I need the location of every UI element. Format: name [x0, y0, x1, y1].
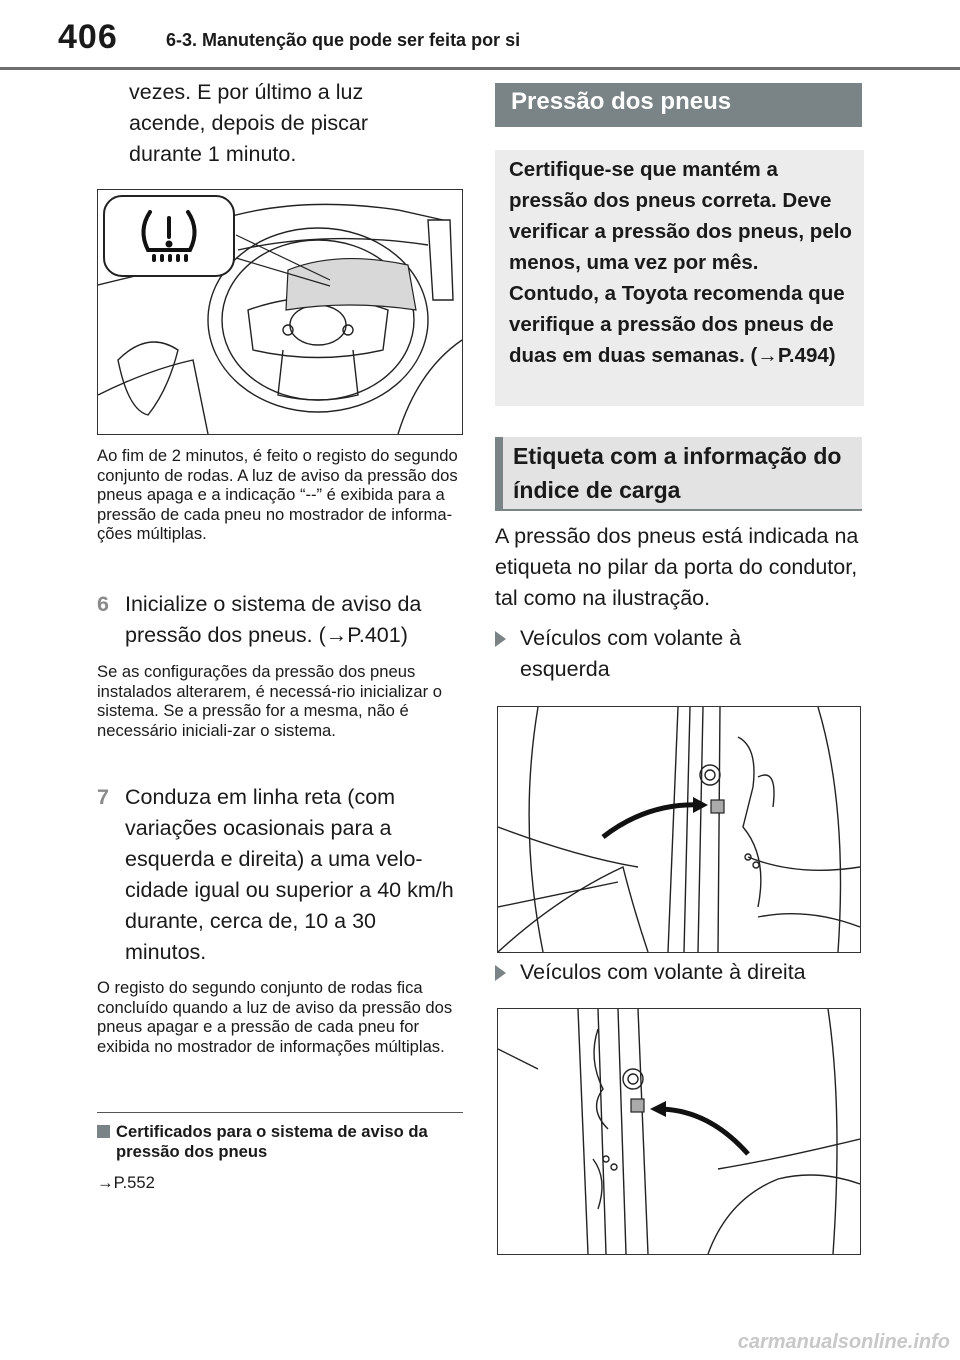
dashboard-illustration — [97, 189, 463, 435]
step-text: Inicialize o sistema de aviso da pressão dos pneus. (→P.401) — [125, 592, 422, 647]
step-number: 6 — [97, 592, 109, 616]
certificates-reference: →P.552 — [97, 1173, 155, 1192]
label-paragraph: A pressão dos pneus está indicada na etiqueta no pilar da porta do condutor, tal como na ilustração. — [495, 524, 859, 610]
rhd-door-pillar-illustration — [497, 1008, 861, 1255]
step-7 — [97, 782, 461, 968]
triangle-bullet-icon — [495, 631, 506, 647]
steering-wheel-warning-illustration — [98, 190, 462, 434]
step-text: Conduza em linha reta (com variações ocasionais para a esquerda e direita) a uma velo-cidade igual ou superior a 40 km/h durante, cerca de, 10 a 30 minutos. — [125, 785, 454, 964]
section-heading: Pressão dos pneus — [495, 83, 862, 127]
step-number: 7 — [97, 785, 109, 809]
label-heading: Etiqueta com a informação do índice de carga — [495, 437, 862, 511]
step-6 — [97, 589, 461, 651]
bullet-rhd: Veículos com volante à direita — [495, 957, 864, 988]
square-bullet-icon — [97, 1125, 110, 1138]
info-box — [495, 150, 864, 406]
divider — [97, 1112, 463, 1113]
section-title: 6-3. Manutenção que pode ser feita por si — [166, 30, 521, 50]
step-6-note: Se as configurações da pressão dos pneus instalados alterarem, é necessá-rio inicializar o sistema. Se a pressão for a mesma, não é necessário iniciali-zar o sistema. — [97, 662, 442, 740]
lhd-door-pillar-illustration — [497, 706, 861, 953]
bullet-lhd: Veículos com volante à esquerda — [495, 623, 864, 685]
label-marker — [711, 800, 724, 813]
triangle-bullet-icon — [495, 965, 506, 981]
step-7-note: O registo do segundo conjunto de rodas fica concluído quando a luz de aviso da pressão dos pneus apagar e a pressão de cada pneu for exibida no mostrador de informações múltiplas. — [97, 978, 453, 1056]
label-marker — [631, 1099, 644, 1112]
door-pillar-label-right-illustration — [498, 1009, 860, 1254]
info-box-text: Certifique-se que mantém a pressão dos pneus correta. Deve verificar a pressão dos pneus, pelo menos, uma vez por mês. Contudo, a Toyota recomenda que verifique a pressão dos pneus de duas em duas semanas. (→P.494) — [509, 158, 852, 367]
door-pillar-label-left-illustration — [498, 707, 860, 952]
figure-caption: Ao fim de 2 minutos, é feito o registo do segundo conjunto de rodas. A luz de aviso da pressão dos pneus apaga e a indicação “--” é exibida para a pressão de cada pneu no mostrador de informa-ções múltiplas. — [97, 446, 458, 543]
arrow-icon — [650, 1101, 666, 1117]
header-rule — [0, 67, 960, 70]
page-number: 406 — [58, 18, 118, 56]
certificates-heading: Certificados para o sistema de aviso da pressão dos pneus — [97, 1122, 461, 1161]
intro-text: vezes. E por último a luz acende, depois de piscar durante 1 minuto. — [129, 80, 369, 166]
watermark: carmanualsonline.info — [737, 1331, 950, 1353]
